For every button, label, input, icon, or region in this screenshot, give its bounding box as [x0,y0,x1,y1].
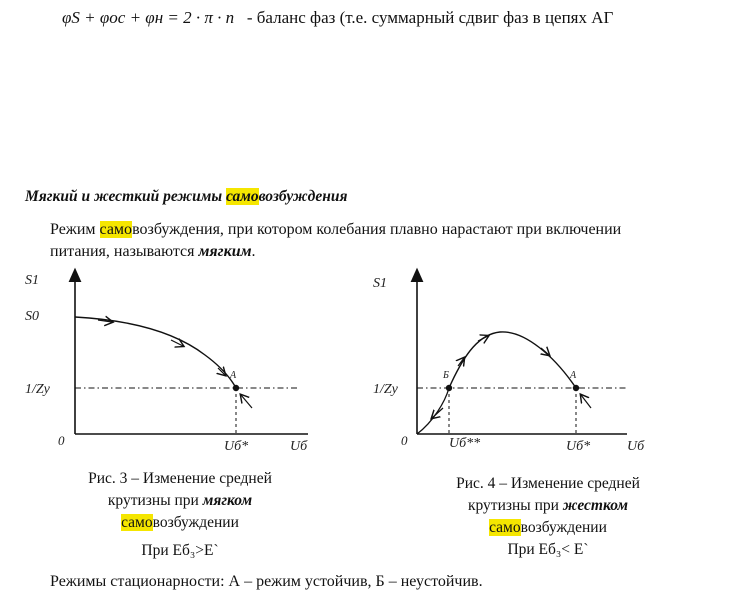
s0-label: S0 [25,309,39,324]
caption-line [418,495,678,517]
point-a-label: А [570,370,577,381]
start-curve [417,388,449,434]
condition-soft: При Еб₃>Е` [141,542,219,559]
caption-bold: мягком [202,492,253,509]
x-point-label: Uб* [224,439,249,454]
caption-line: Рис. 4 – Изменение средней [456,475,640,492]
x-axis-label: Uб [290,439,308,454]
caption-line: Рис. 3 – Изменение средней [88,470,272,487]
point-a-marker [573,385,579,391]
origin-label: 0 [58,433,65,448]
x-point-a-label: Uб* [566,439,591,454]
caption-figure-3 [50,468,310,562]
section-heading [25,188,347,206]
caption-text: крутизны при [467,497,563,514]
return-arrow [241,395,252,408]
p1-highlight: само [99,221,133,238]
caption-line [418,517,678,539]
heading-highlight: само [225,188,259,205]
return-arrow [581,395,591,408]
stationarity-note: Режимы стационарности: А – режим устойчив, Б – неустойчив. [50,573,483,590]
figure-hard-graph [365,262,733,462]
caption-line [50,490,310,512]
caption-highlight: само [489,519,521,536]
decay-arrow [432,408,443,418]
curve-arrow [541,348,549,355]
condition-hard: При Еб₃< Е` [507,541,589,558]
phase-balance-formula [62,8,613,28]
heading-text: Мягкий и жесткий режимы [25,188,226,205]
point-a-marker [233,385,239,391]
x-axis-label: Uб [627,439,645,454]
curve-arrow [478,336,488,341]
hard-curve [449,332,576,388]
paragraph-line-2 [50,241,621,263]
origin-label: 0 [401,433,408,448]
formula-expression: φS + φос + φн = 2 · π · n [62,8,235,27]
point-a-label: А [230,370,237,381]
p2-text-end: . [251,243,256,260]
p1-text-end: возбуждения, при котором колебания плавно нарастают при включении [132,221,622,238]
figure-soft-graph [0,262,365,462]
caption-figure-4 [418,473,678,561]
caption-text: возбуждении [152,514,239,531]
level-label: 1/Zy [373,382,398,397]
point-b-label: Б [443,370,449,381]
p1-text: Режим [50,221,100,238]
caption-text: крутизны при [107,492,203,509]
p2-text: питания, называются [50,243,199,260]
p2-bold: мягким [198,243,252,260]
intro-paragraph [50,219,621,263]
soft-curve [75,317,236,388]
formula-description: - баланс фаз (т.е. суммарный сдвиг фаз в цепях АГ [246,8,614,27]
paragraph-line-1 [50,219,621,241]
heading-text-end: возбуждения [258,188,348,205]
point-b-marker [446,385,452,391]
caption-text: возбуждении [520,519,607,536]
y-axis-label: S1 [373,276,387,291]
x-point-b-label: Uб** [449,436,481,451]
y-axis-label: S1 [25,273,39,288]
caption-bold: жестком [562,497,629,514]
caption-highlight: само [121,514,153,531]
caption-line [50,512,310,534]
level-label: 1/Zy [25,382,50,397]
